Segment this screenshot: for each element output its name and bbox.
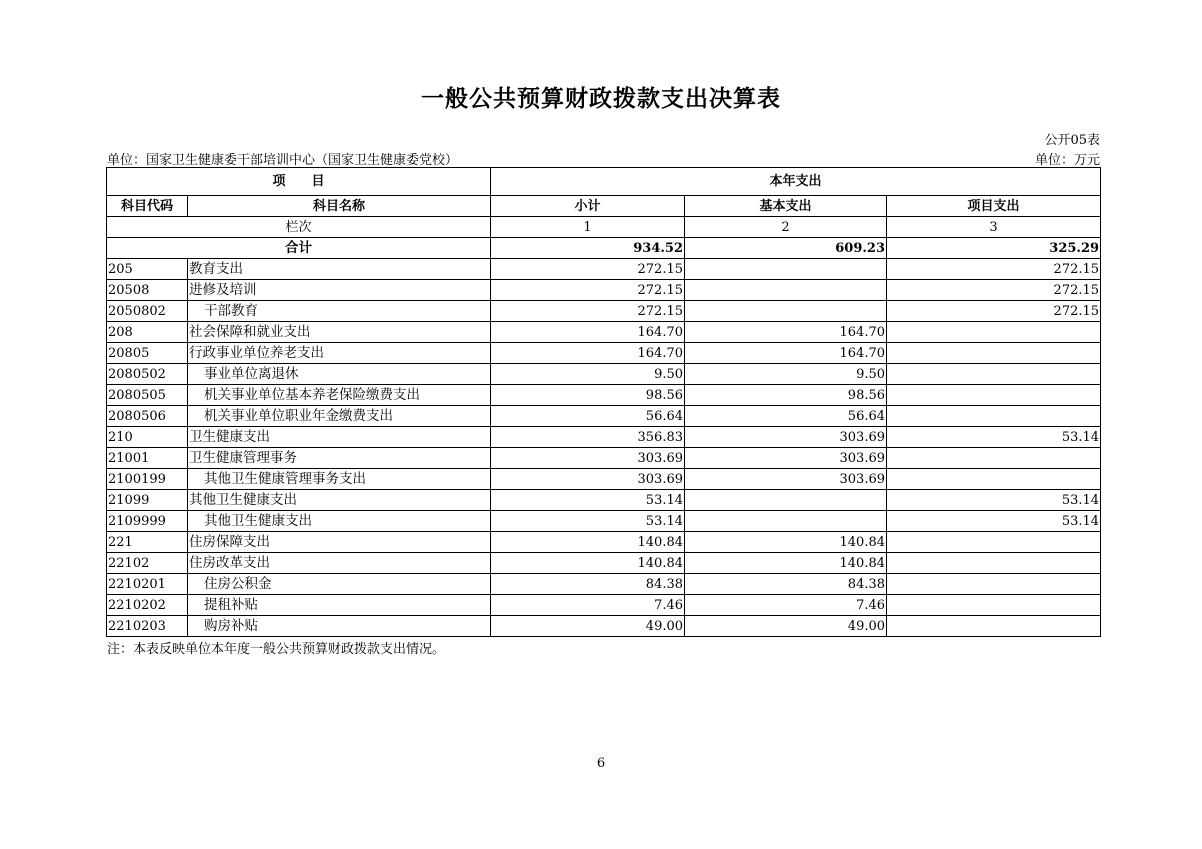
budget-table (106, 167, 1101, 637)
subtotal-cell: 303.69 (491, 469, 685, 490)
subtotal-cell: 9.50 (491, 364, 685, 385)
basic-expenditure-cell: 140.84 (685, 532, 887, 553)
project-expenditure-cell (887, 343, 1101, 364)
project-expenditure-cell (887, 364, 1101, 385)
column-index-label: 栏次 (107, 217, 491, 238)
subject-name-cell: 其他卫生健康管理事务支出 (188, 469, 491, 490)
total-subtotal: 934.52 (491, 238, 685, 259)
project-expenditure-cell (887, 574, 1101, 595)
table-row (107, 427, 1101, 448)
subject-name-cell: 机关事业单位基本养老保险缴费支出 (188, 385, 491, 406)
basic-expenditure-cell: 140.84 (685, 553, 887, 574)
subtotal-cell: 140.84 (491, 553, 685, 574)
project-expenditure-cell (887, 532, 1101, 553)
subject-name-cell: 机关事业单位职业年金缴费支出 (188, 406, 491, 427)
basic-expenditure-cell (685, 259, 887, 280)
subtotal-cell: 164.70 (491, 322, 685, 343)
table-row (107, 406, 1101, 427)
subject-name-cell: 进修及培训 (188, 280, 491, 301)
basic-expenditure-cell: 56.64 (685, 406, 887, 427)
basic-expenditure-cell (685, 280, 887, 301)
basic-expenditure-cell: 84.38 (685, 574, 887, 595)
table-row (107, 301, 1101, 322)
header-year-expenditure: 本年支出 (491, 168, 1101, 196)
project-expenditure-cell (887, 595, 1101, 616)
total-project: 325.29 (887, 238, 1101, 259)
table-row (107, 280, 1101, 301)
page-title: 一般公共预算财政拨款支出决算表 (421, 86, 781, 112)
unit-currency: 单位：万元 (1034, 153, 1100, 168)
subject-code-cell: 20508 (107, 280, 188, 301)
subtotal-cell: 53.14 (491, 511, 685, 532)
table-row (107, 385, 1101, 406)
header-row-top (107, 168, 1101, 196)
subtotal-cell: 303.69 (491, 448, 685, 469)
subject-name-cell: 干部教育 (188, 301, 491, 322)
subject-name-cell: 购房补贴 (188, 616, 491, 637)
project-expenditure-cell (887, 553, 1101, 574)
table-row (107, 490, 1101, 511)
project-expenditure-cell: 272.15 (887, 280, 1101, 301)
table-row (107, 343, 1101, 364)
subject-name-cell: 其他卫生健康支出 (188, 490, 491, 511)
subject-code-cell: 21001 (107, 448, 188, 469)
table-note: 注：本表反映单位本年度一般公共预算财政拨款支出情况。 (107, 642, 446, 657)
column-index-row (107, 217, 1101, 238)
basic-expenditure-cell (685, 490, 887, 511)
subtotal-cell: 272.15 (491, 259, 685, 280)
subject-code-cell: 208 (107, 322, 188, 343)
subtotal-cell: 53.14 (491, 490, 685, 511)
header-item: 项 目 (107, 168, 491, 196)
project-expenditure-cell (887, 616, 1101, 637)
basic-expenditure-cell: 164.70 (685, 322, 887, 343)
subject-code-cell: 2080506 (107, 406, 188, 427)
unit-organization: 单位：国家卫生健康委干部培训中心（国家卫生健康委党校） (107, 153, 459, 168)
subject-name-cell: 其他卫生健康支出 (188, 511, 491, 532)
subtotal-cell: 7.46 (491, 595, 685, 616)
total-label: 合计 (107, 238, 491, 259)
subtotal-cell: 84.38 (491, 574, 685, 595)
subject-name-cell: 事业单位离退休 (188, 364, 491, 385)
subject-code-cell: 2100199 (107, 469, 188, 490)
subject-name-cell: 教育支出 (188, 259, 491, 280)
subject-name-cell: 住房公积金 (188, 574, 491, 595)
basic-expenditure-cell: 98.56 (685, 385, 887, 406)
table-row (107, 595, 1101, 616)
page-number: 6 (596, 756, 606, 771)
subject-code-cell: 221 (107, 532, 188, 553)
subtotal-cell: 49.00 (491, 616, 685, 637)
header-subject-code: 科目代码 (107, 196, 188, 217)
subject-code-cell: 22102 (107, 553, 188, 574)
subject-name-cell: 行政事业单位养老支出 (188, 343, 491, 364)
basic-expenditure-cell (685, 301, 887, 322)
subtotal-cell: 98.56 (491, 385, 685, 406)
basic-expenditure-cell: 303.69 (685, 469, 887, 490)
basic-expenditure-cell: 164.70 (685, 343, 887, 364)
project-expenditure-cell (887, 469, 1101, 490)
table-row (107, 259, 1101, 280)
column-index-2: 2 (685, 217, 887, 238)
table-row (107, 469, 1101, 490)
subject-name-cell: 社会保障和就业支出 (188, 322, 491, 343)
project-expenditure-cell: 272.15 (887, 301, 1101, 322)
project-expenditure-cell (887, 448, 1101, 469)
subtotal-cell: 272.15 (491, 301, 685, 322)
column-index-1: 1 (491, 217, 685, 238)
basic-expenditure-cell: 9.50 (685, 364, 887, 385)
subject-code-cell: 2080502 (107, 364, 188, 385)
subject-code-cell: 2210201 (107, 574, 188, 595)
subtotal-cell: 140.84 (491, 532, 685, 553)
subject-name-cell: 住房保障支出 (188, 532, 491, 553)
total-row (107, 238, 1101, 259)
form-number: 公开05表 (1044, 133, 1100, 148)
subject-name-cell: 提租补贴 (188, 595, 491, 616)
subject-code-cell: 21099 (107, 490, 188, 511)
basic-expenditure-cell: 7.46 (685, 595, 887, 616)
basic-expenditure-cell: 303.69 (685, 448, 887, 469)
subject-code-cell: 2210202 (107, 595, 188, 616)
project-expenditure-cell: 53.14 (887, 511, 1101, 532)
project-expenditure-cell (887, 385, 1101, 406)
basic-expenditure-cell: 303.69 (685, 427, 887, 448)
table-row (107, 511, 1101, 532)
project-expenditure-cell: 53.14 (887, 490, 1101, 511)
header-project-expenditure: 项目支出 (887, 196, 1101, 217)
header-row-columns (107, 196, 1101, 217)
subject-code-cell: 2050802 (107, 301, 188, 322)
table-row (107, 532, 1101, 553)
header-subtotal: 小计 (491, 196, 685, 217)
table-row (107, 448, 1101, 469)
subject-code-cell: 2080505 (107, 385, 188, 406)
subject-code-cell: 210 (107, 427, 188, 448)
table-row (107, 364, 1101, 385)
column-index-3: 3 (887, 217, 1101, 238)
project-expenditure-cell (887, 322, 1101, 343)
total-basic: 609.23 (685, 238, 887, 259)
table-row (107, 616, 1101, 637)
table-row (107, 322, 1101, 343)
subject-name-cell: 卫生健康支出 (188, 427, 491, 448)
subject-code-cell: 2210203 (107, 616, 188, 637)
project-expenditure-cell (887, 406, 1101, 427)
project-expenditure-cell: 272.15 (887, 259, 1101, 280)
table-row (107, 574, 1101, 595)
subtotal-cell: 164.70 (491, 343, 685, 364)
subtotal-cell: 272.15 (491, 280, 685, 301)
basic-expenditure-cell: 49.00 (685, 616, 887, 637)
header-subject-name: 科目名称 (188, 196, 491, 217)
subject-name-cell: 卫生健康管理事务 (188, 448, 491, 469)
subject-name-cell: 住房改革支出 (188, 553, 491, 574)
basic-expenditure-cell (685, 511, 887, 532)
subject-code-cell: 2109999 (107, 511, 188, 532)
subtotal-cell: 56.64 (491, 406, 685, 427)
header-basic-expenditure: 基本支出 (685, 196, 887, 217)
table-row (107, 553, 1101, 574)
subject-code-cell: 205 (107, 259, 188, 280)
subtotal-cell: 356.83 (491, 427, 685, 448)
subject-code-cell: 20805 (107, 343, 188, 364)
project-expenditure-cell: 53.14 (887, 427, 1101, 448)
